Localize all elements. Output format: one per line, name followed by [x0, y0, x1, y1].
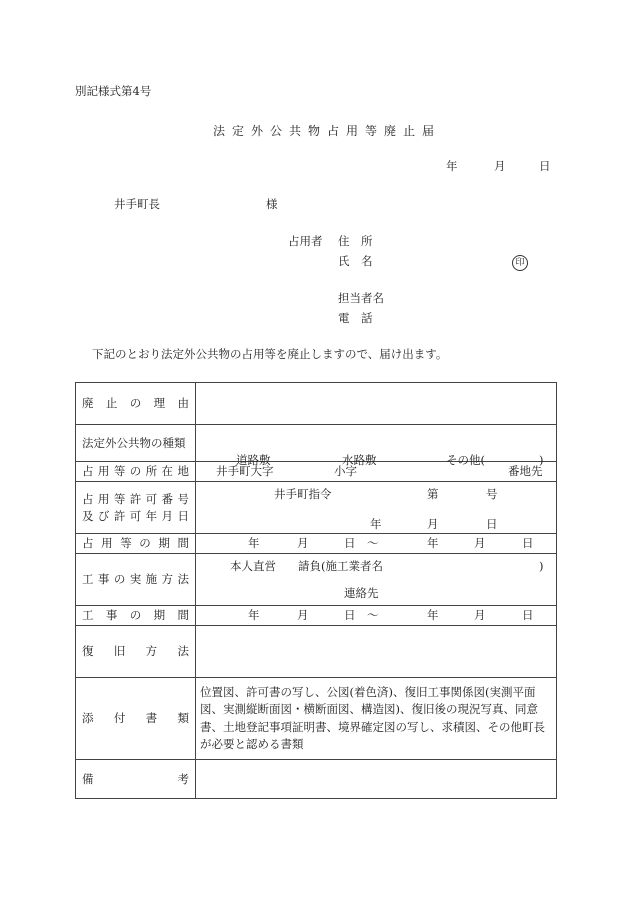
- address-label: 住 所: [338, 234, 373, 248]
- method-self: 本人直営: [230, 558, 276, 573]
- row-type: [76, 425, 557, 462]
- work-period-day-1: 日: [344, 607, 356, 622]
- row-reason: [76, 383, 557, 425]
- remarks-field[interactable]: [196, 760, 557, 799]
- row-permit: [76, 482, 557, 534]
- method-close-paren: ): [539, 558, 544, 573]
- phone-label: 電 話: [338, 311, 373, 325]
- location-label: 占 用 等 の 所 在 地: [82, 464, 189, 479]
- work-period-year-1: 年: [248, 607, 260, 622]
- permit-label-2: 及 び 許 可 年 月 日: [82, 508, 189, 523]
- period-month-1: 月: [297, 535, 309, 550]
- intro-text: 下記のとおり法定外公共物の占用等を廃止しますので、届け出ます。: [92, 347, 448, 361]
- type-water: 水路敷: [342, 453, 377, 467]
- type-other: その他(: [446, 453, 485, 467]
- row-remarks: [76, 760, 557, 799]
- period-label: 占 用 等 の 期 間: [82, 536, 189, 551]
- row-period: [76, 534, 557, 554]
- page-title: 法定外公共物占用等廃止届: [213, 124, 442, 138]
- permit-label-1: 占 用 等 許 可 番 号: [82, 491, 189, 506]
- addressee-name: 井手町長: [114, 197, 160, 211]
- method-contact: 連絡先: [344, 585, 379, 600]
- work-period-month-2: 月: [474, 607, 486, 622]
- restore-field[interactable]: [196, 626, 557, 678]
- permit-dai: 第: [427, 486, 439, 501]
- period-year-2: 年: [427, 535, 439, 550]
- method-label: 工 事 の 実 施 方 法: [82, 572, 189, 587]
- row-restore: [76, 626, 557, 678]
- location-aza: 小字: [334, 463, 357, 478]
- row-location: [76, 462, 557, 482]
- permit-go: 号: [486, 486, 498, 501]
- row-work-period: [76, 606, 557, 626]
- addressee-honorific: 様: [266, 197, 278, 211]
- work-period-tilde: ～: [367, 607, 379, 622]
- date-day: 日: [539, 159, 551, 173]
- date-month: 月: [494, 159, 506, 173]
- period-year-1: 年: [248, 535, 260, 550]
- method-contract: 請負(施工業者名: [298, 558, 383, 573]
- type-close-paren: ): [539, 453, 544, 467]
- period-day-2: 日: [522, 535, 534, 550]
- applicant-label: 占用者: [288, 234, 323, 248]
- type-label: 法定外公共物の種類: [76, 425, 196, 462]
- location-town: 井手町大字: [216, 463, 274, 478]
- reason-field[interactable]: [196, 383, 557, 425]
- name-label: 氏 名: [338, 254, 373, 268]
- work-period-label: 工 事 の 期 間: [82, 608, 189, 623]
- form-number: 別記様式第4号: [75, 84, 152, 98]
- row-method: [76, 554, 557, 606]
- permit-day: 日: [486, 516, 498, 531]
- attachments-text: 位置図、許可書の写し、公図(着色済)、復旧工事関係図(実測平面図、実測縦断面図・横断面図、構造図)、復旧後の現況写真、同意書、土地登記事項証明書、境界確定図の写し、求積図、その他町長が必要と認める書類: [196, 678, 557, 760]
- date-year: 年: [446, 159, 458, 173]
- permit-month: 月: [427, 516, 439, 531]
- restore-label: 復 旧 方 法: [82, 644, 189, 659]
- period-tilde: ～: [367, 535, 379, 550]
- period-day-1: 日: [344, 535, 356, 550]
- type-road: 道路敷: [236, 453, 271, 467]
- work-period-month-1: 月: [297, 607, 309, 622]
- location-banchi: 番地先: [508, 463, 543, 478]
- row-attachments: [76, 678, 557, 760]
- attachments-label: 添 付 書 類: [82, 711, 189, 726]
- notice-table: [75, 382, 557, 799]
- work-period-day-2: 日: [522, 607, 534, 622]
- period-month-2: 月: [474, 535, 486, 550]
- seal-mark: 印: [512, 255, 528, 271]
- work-period-year-2: 年: [427, 607, 439, 622]
- contact-person-label: 担当者名: [338, 291, 384, 305]
- permit-order: 井手町指令: [274, 486, 332, 501]
- reason-label: 廃 止 の 理 由: [82, 396, 189, 411]
- permit-year: 年: [370, 516, 382, 531]
- remarks-label: 備 考: [82, 771, 189, 786]
